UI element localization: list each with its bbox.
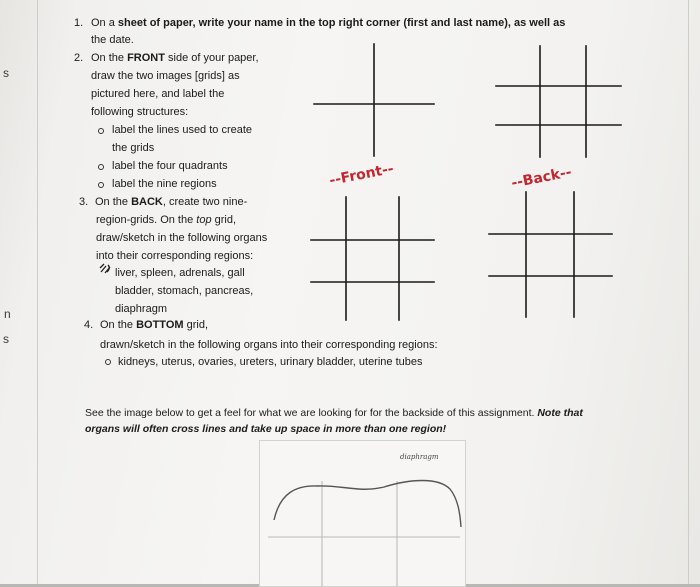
text-run: grid,	[211, 214, 237, 226]
note-text	[85, 406, 583, 421]
text-run: region-grids. On the	[96, 214, 197, 226]
bullet-text: diaphragm	[115, 303, 167, 315]
text-run: On the	[91, 52, 128, 64]
text-run: On the	[100, 319, 137, 331]
bullet-text: label the nine regions	[112, 178, 217, 190]
note-text: organs will often cross lines and take up space in more than one region!	[85, 423, 447, 435]
edge-letter-s: s	[3, 66, 9, 80]
instruction-text: draw the two images [grids] as	[91, 70, 240, 82]
instruction-text: drawn/sketch in the following organs into their corresponding regions:	[100, 339, 438, 351]
edge-letter-s-2: s	[3, 332, 9, 346]
text-run: See the image below to get a feel for what we are looking for for the backside of this assignment.	[85, 407, 538, 419]
bullet-text: label the four quadrants	[112, 160, 228, 172]
bullet-text: the grids	[112, 142, 155, 154]
instruction-text: pictured here, and label the	[91, 88, 225, 100]
bullet-text: liver, spleen, adrenals, gall	[115, 267, 245, 279]
bullet-text: label the lines used to create	[112, 124, 253, 136]
sample-grid-sketch	[260, 441, 465, 586]
text-run-bold: BOTTOM	[136, 319, 184, 331]
text-run: grid,	[183, 319, 209, 331]
text-run-bold-italic: Note that	[537, 407, 583, 419]
text-run: On a	[91, 17, 118, 29]
front-handwritten-label: --Front--	[328, 160, 396, 190]
instruction-text: into their corresponding regions:	[96, 250, 254, 262]
instruction-text: draw/sketch in the following organs	[96, 232, 268, 244]
item-number: 2.	[74, 52, 84, 64]
item-number: 1.	[74, 17, 84, 29]
instruction-text: following structures:	[91, 106, 189, 118]
sample-sketch-image	[259, 440, 466, 587]
text-run-bold: BACK	[131, 196, 163, 208]
back-handwritten-label: --Back--	[510, 164, 573, 192]
text-run-bold: sheet of paper, write your name in the top right corner (first and last name), as well as	[117, 17, 566, 29]
text-run: On the	[95, 196, 132, 208]
text-run-bold: FRONT	[127, 52, 165, 64]
item-number: 3.	[79, 196, 89, 208]
text-run: side of your paper,	[164, 52, 259, 64]
text-run-italic: top	[196, 214, 212, 226]
bullet-text: kidneys, uterus, ovaries, ureters, urinary bladder, uterine tubes	[118, 356, 423, 368]
bullet-text: bladder, stomach, pancreas,	[115, 285, 254, 297]
instruction-text: the date.	[91, 34, 134, 46]
edge-letter-n: n	[4, 307, 11, 321]
sample-handwritten-label: diaphragm	[400, 453, 439, 461]
text-run: , create two nine-	[162, 196, 248, 208]
item-number: 4.	[84, 319, 94, 331]
